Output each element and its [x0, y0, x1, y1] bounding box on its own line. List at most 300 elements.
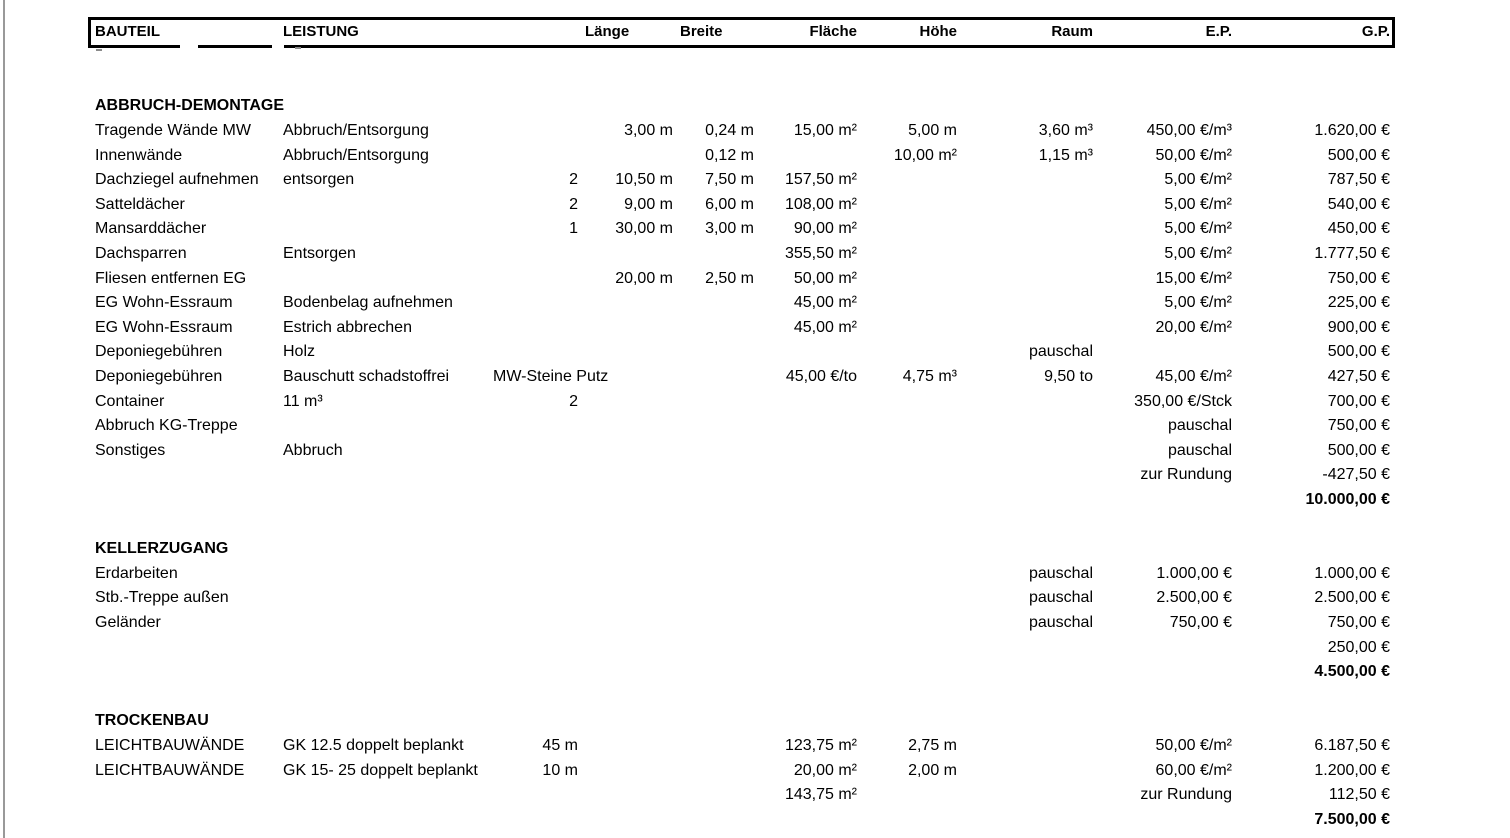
cell [960, 684, 1096, 709]
cell: 1.000,00 € [1156, 564, 1232, 582]
cell [581, 389, 676, 414]
cell [860, 561, 960, 586]
cell: GK 15- 25 doppelt beplankt [283, 761, 478, 779]
cost-table [88, 17, 1398, 832]
cell [490, 635, 581, 660]
blank-row [88, 684, 1398, 709]
cell: 450,00 € [1327, 220, 1390, 238]
cell [960, 291, 1096, 316]
cell [88, 635, 280, 660]
table-row [88, 217, 1398, 242]
blank-row [88, 70, 1398, 95]
column-header-bauteil: BAUTEIL [95, 22, 160, 40]
cell [1096, 45, 1235, 70]
cell: 540,00 € [1327, 195, 1390, 213]
cell [676, 635, 757, 660]
cell [676, 488, 757, 513]
cell [490, 783, 581, 808]
cell [1096, 635, 1235, 660]
cell: 2,00 m [908, 761, 957, 779]
cell [1096, 512, 1235, 537]
cell [676, 561, 757, 586]
cell: 1.200,00 € [1314, 761, 1390, 779]
cell: 225,00 € [1327, 294, 1390, 312]
header-row [88, 17, 1398, 45]
cell: GK 12.5 doppelt beplankt [283, 736, 464, 754]
total-row [88, 488, 1398, 513]
cell [581, 143, 676, 168]
cell: 450,00 €/m³ [1146, 122, 1232, 140]
cell [1096, 709, 1235, 734]
cell: zur Rundung [1140, 466, 1232, 484]
cell [581, 758, 676, 783]
column-header-raum: Raum [1051, 22, 1093, 40]
total-row [88, 660, 1398, 685]
page-edge-line [3, 0, 5, 838]
cell: 20,00 m [615, 269, 673, 287]
cell: 6.187,50 € [1314, 736, 1390, 754]
cell [1096, 537, 1235, 562]
cell: LEICHTBAUWÄNDE [95, 761, 245, 779]
cell: zur Rundung [1140, 786, 1232, 804]
cell: 10 m [542, 761, 578, 779]
cell [581, 291, 676, 316]
cell [676, 45, 757, 70]
cell [280, 611, 490, 636]
cell: Estrich abbrechen [283, 318, 412, 336]
cell [581, 45, 676, 70]
cell [757, 635, 860, 660]
cell [1096, 660, 1235, 685]
cell [581, 660, 676, 685]
table-row [88, 734, 1398, 759]
cell: 157,50 m² [784, 171, 857, 189]
cell [1235, 45, 1398, 70]
cell [88, 783, 280, 808]
cell [860, 340, 960, 365]
cell: 15,00 m² [793, 122, 857, 140]
cell: 787,50 € [1327, 171, 1390, 189]
cell [581, 561, 676, 586]
cell [757, 414, 860, 439]
cell [960, 783, 1096, 808]
cell [88, 45, 280, 70]
cell: 123,75 m² [784, 736, 857, 754]
cell [581, 807, 676, 832]
cell [860, 488, 960, 513]
cell: 750,00 € [1327, 269, 1390, 287]
cell [676, 758, 757, 783]
section-row [88, 537, 1398, 562]
cell [860, 783, 960, 808]
cell: 250,00 € [1327, 638, 1390, 656]
cell [581, 414, 676, 439]
cell: 45,00 m² [793, 294, 857, 312]
cell: Abbruch [283, 441, 343, 459]
cell [88, 488, 280, 513]
cell: pauschal [1167, 441, 1232, 459]
cell [1235, 709, 1398, 734]
cell: 10,50 m [615, 171, 673, 189]
cell [1096, 488, 1235, 513]
cell [960, 45, 1096, 70]
cell [860, 316, 960, 341]
cell [960, 660, 1096, 685]
cell [490, 414, 581, 439]
cell [490, 709, 581, 734]
cell [960, 709, 1096, 734]
cell [960, 463, 1096, 488]
cell: 2.500,00 € [1156, 589, 1232, 607]
table-row [88, 463, 1398, 488]
cell [676, 734, 757, 759]
cell: 5,00 €/m² [1164, 171, 1232, 189]
table-row [88, 635, 1398, 660]
cell [280, 709, 490, 734]
cell: -427,50 € [1322, 466, 1390, 484]
cell [757, 709, 860, 734]
cell: 50,00 m² [793, 269, 857, 287]
table-row [88, 758, 1398, 783]
cell: 45,00 m² [793, 318, 857, 336]
cell [676, 242, 757, 267]
cell: 4,75 m³ [902, 368, 957, 386]
cell [757, 45, 860, 70]
cell [581, 734, 676, 759]
cell: 0,24 m [705, 122, 754, 140]
cell: 143,75 m² [784, 786, 857, 804]
cell: 60,00 €/m² [1155, 761, 1232, 779]
cell: 9,00 m [624, 195, 673, 213]
cell [1096, 807, 1235, 832]
cell [490, 439, 581, 464]
cell [490, 807, 581, 832]
cell [581, 94, 676, 119]
cell [676, 389, 757, 414]
cell: Mansarddächer [95, 220, 207, 238]
cell [490, 684, 581, 709]
table-row [88, 316, 1398, 341]
cell [960, 807, 1096, 832]
cell: 750,00 € [1327, 613, 1390, 631]
cell [960, 734, 1096, 759]
cell [581, 242, 676, 267]
cell [280, 561, 490, 586]
cell [960, 512, 1096, 537]
cell [581, 439, 676, 464]
cell [1235, 512, 1398, 537]
cell: Satteldächer [95, 195, 185, 213]
table-row [88, 291, 1398, 316]
cell: 20,00 €/m² [1155, 318, 1232, 336]
cell [757, 611, 860, 636]
cell: EG Wohn-Essraum [95, 294, 233, 312]
cell: 3,00 m [705, 220, 754, 238]
cell [757, 586, 860, 611]
cell: 4.500,00 € [1314, 663, 1390, 681]
cell: 900,00 € [1327, 318, 1390, 336]
cell [490, 561, 581, 586]
cell [490, 266, 581, 291]
cell [490, 611, 581, 636]
cell: 500,00 € [1327, 343, 1390, 361]
cell: 1 [569, 220, 578, 238]
table-row [88, 365, 1398, 390]
cell [1096, 340, 1235, 365]
cell: 500,00 € [1327, 146, 1390, 164]
cell: 11 m³ [283, 392, 323, 410]
cell [960, 266, 1096, 291]
cell: 1.000,00 € [1314, 564, 1390, 582]
section-row [88, 709, 1398, 734]
cell [280, 488, 490, 513]
cell [960, 488, 1096, 513]
cell [960, 316, 1096, 341]
blank-row [88, 45, 1398, 70]
cell [960, 217, 1096, 242]
cell [676, 611, 757, 636]
cell: Container [95, 392, 165, 410]
cell: 9,50 to [1044, 368, 1093, 386]
cell [860, 168, 960, 193]
cell [581, 488, 676, 513]
cell: pauschal [1028, 343, 1093, 361]
cell [860, 537, 960, 562]
cell [860, 414, 960, 439]
cell [757, 94, 860, 119]
cell [1235, 70, 1398, 95]
cell: 0,12 m [705, 146, 754, 164]
cell: 2 [569, 171, 578, 189]
cell [490, 512, 581, 537]
cell [676, 365, 757, 390]
cell [676, 512, 757, 537]
cell: 750,00 € [1169, 613, 1232, 631]
cell [581, 635, 676, 660]
cell [960, 537, 1096, 562]
cell [757, 512, 860, 537]
cell: Holz [283, 343, 316, 361]
cell: 1.777,50 € [1314, 245, 1390, 263]
table-row [88, 783, 1398, 808]
cell [860, 217, 960, 242]
cell [88, 684, 280, 709]
cell: Sonstiges [95, 441, 166, 459]
cell [757, 488, 860, 513]
cell [1096, 684, 1235, 709]
cell [280, 684, 490, 709]
cell [860, 660, 960, 685]
cell: 7.500,00 € [1314, 810, 1390, 828]
cell: Fliesen entfernen EG [95, 269, 247, 287]
cell [280, 783, 490, 808]
cell [280, 94, 490, 119]
cell [280, 45, 490, 70]
cell [960, 168, 1096, 193]
column-header-blank [490, 17, 581, 45]
cell: 5,00 €/m² [1164, 294, 1232, 312]
cell [960, 389, 1096, 414]
cell [757, 684, 860, 709]
cell [860, 389, 960, 414]
cell [88, 70, 280, 95]
cell: 500,00 € [1327, 441, 1390, 459]
cell: Dachsparren [95, 245, 187, 263]
column-header-e-p-: E.P. [1205, 22, 1232, 40]
table-row [88, 143, 1398, 168]
cell [1235, 537, 1398, 562]
cell: Deponiegebühren [95, 368, 223, 386]
column-header-länge: Länge [585, 22, 630, 40]
cell: 50,00 €/m² [1155, 146, 1232, 164]
cell [960, 439, 1096, 464]
cell [860, 463, 960, 488]
cell: 30,00 m [615, 220, 673, 238]
table-row [88, 389, 1398, 414]
cell: Geländer [95, 613, 161, 631]
cell [757, 561, 860, 586]
table-row [88, 611, 1398, 636]
cell [757, 340, 860, 365]
cell [490, 316, 581, 341]
cell: 45,00 €/m² [1155, 368, 1232, 386]
column-header-g-p-: G.P. [1361, 22, 1390, 40]
cell [860, 242, 960, 267]
cell [860, 45, 960, 70]
cell: 2,50 m [705, 269, 754, 287]
cell: Abbruch/Entsorgung [283, 146, 429, 164]
cell [490, 660, 581, 685]
cell: 108,00 m² [784, 195, 857, 213]
cell: 1,15 m³ [1038, 146, 1093, 164]
cell [490, 463, 581, 488]
cell: Tragende Wände MW [95, 122, 251, 140]
table-row [88, 242, 1398, 267]
cell [581, 783, 676, 808]
cell [88, 463, 280, 488]
cell [860, 586, 960, 611]
cell [860, 70, 960, 95]
cell: Erdarbeiten [95, 564, 178, 582]
column-header-breite: Breite [680, 22, 723, 40]
cell [960, 414, 1096, 439]
table-row [88, 168, 1398, 193]
cell [757, 70, 860, 95]
cell [581, 537, 676, 562]
cell [757, 463, 860, 488]
cell [280, 463, 490, 488]
table-row [88, 119, 1398, 144]
cell [581, 586, 676, 611]
cell [1235, 94, 1398, 119]
cell [581, 709, 676, 734]
table-row [88, 439, 1398, 464]
cell: pauschal [1028, 589, 1093, 607]
cell [676, 291, 757, 316]
cell [960, 758, 1096, 783]
cell: Dachziegel aufnehmen [95, 171, 259, 189]
cell: 15,00 €/m² [1155, 269, 1232, 287]
cell [860, 512, 960, 537]
cell [676, 660, 757, 685]
cell [960, 94, 1096, 119]
cell: 45,00 €/to [785, 368, 857, 386]
cell [280, 414, 490, 439]
cell: 10,00 m² [893, 146, 957, 164]
cell: Abbruch KG-Treppe [95, 417, 238, 435]
cell [581, 340, 676, 365]
cell [490, 340, 581, 365]
cell [490, 94, 581, 119]
cell: 112,50 € [1328, 786, 1390, 804]
cell [88, 807, 280, 832]
cell: 2.500,00 € [1314, 589, 1390, 607]
column-header-leistung: LEISTUNG [283, 22, 359, 40]
cost-table-body [88, 45, 1398, 832]
cell [757, 807, 860, 832]
cell [676, 70, 757, 95]
cell: 2 [569, 195, 578, 213]
cell [280, 807, 490, 832]
cell: 750,00 € [1327, 417, 1390, 435]
table-row [88, 561, 1398, 586]
cell [860, 684, 960, 709]
cell [676, 414, 757, 439]
cell [676, 684, 757, 709]
table-row [88, 340, 1398, 365]
table-row [88, 266, 1398, 291]
cell: pauschal [1167, 417, 1232, 435]
cell: Abbruch/Entsorgung [283, 122, 429, 140]
cell: ABBRUCH-DEMONTAGE [95, 97, 285, 115]
cell [860, 266, 960, 291]
cell [581, 611, 676, 636]
cell [280, 217, 490, 242]
table-row [88, 414, 1398, 439]
cell: Bauschutt schadstoffrei [283, 368, 450, 386]
cell: 3,60 m³ [1038, 122, 1093, 140]
cell [490, 119, 581, 144]
cell [280, 635, 490, 660]
cell [860, 635, 960, 660]
cell: 5,00 €/m² [1164, 195, 1232, 213]
cell [490, 242, 581, 267]
cell [280, 586, 490, 611]
cell: 427,50 € [1327, 368, 1390, 386]
cell: pauschal [1028, 613, 1093, 631]
cell [1096, 70, 1235, 95]
cell [676, 439, 757, 464]
cell [757, 537, 860, 562]
cell [960, 635, 1096, 660]
cell: 5,00 m [908, 122, 957, 140]
cell: Bodenbelag aufnehmen [283, 294, 453, 312]
cell: 2 [569, 392, 578, 410]
cell [280, 537, 490, 562]
cell [860, 807, 960, 832]
cell [88, 512, 280, 537]
cell: 1.620,00 € [1314, 122, 1390, 140]
table-row [88, 193, 1398, 218]
cell [676, 316, 757, 341]
cell: 2,75 m [908, 736, 957, 754]
blank-row [88, 512, 1398, 537]
cell [490, 586, 581, 611]
cell [490, 143, 581, 168]
cell [490, 291, 581, 316]
cell [757, 389, 860, 414]
cell [581, 316, 676, 341]
